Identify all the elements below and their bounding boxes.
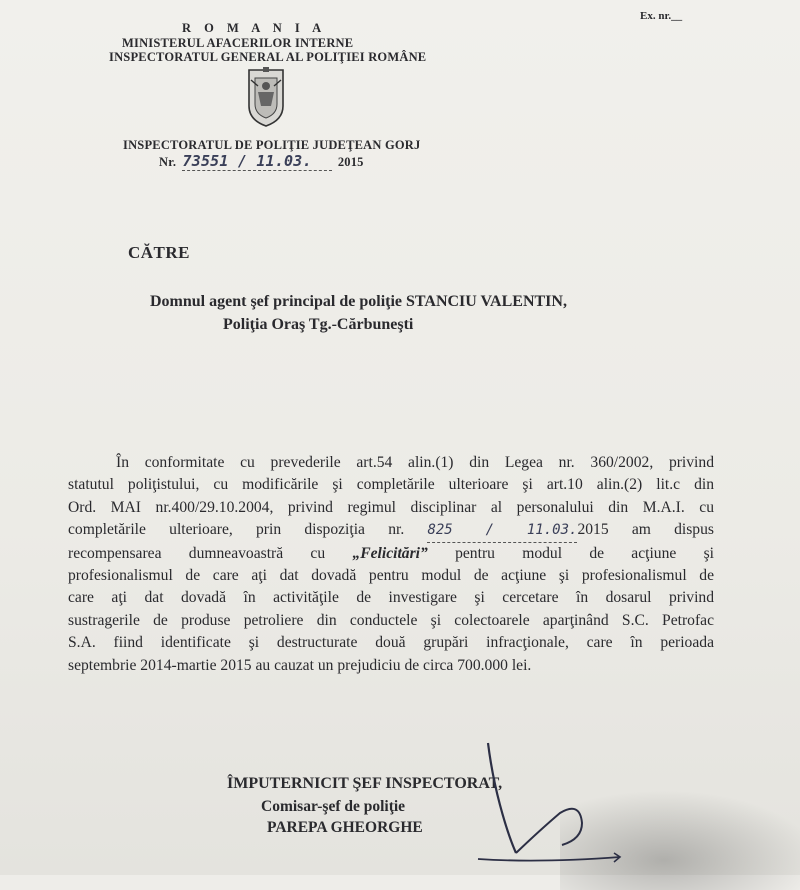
nr-year: 2015	[337, 155, 364, 169]
header-inspectorate-general: INSPECTORATUL GENERAL AL POLIŢIEI ROMÂNE	[109, 50, 427, 64]
disposition-field	[427, 519, 577, 542]
header-ministry: MINISTERUL AFACERILOR INTERNE	[122, 36, 354, 50]
copy-number: Ex. nr.__	[640, 10, 683, 22]
disposition-text: completările ulterioare, prin dispoziţia nr.	[68, 521, 405, 539]
body-line: sustragerile de produse petroliere din conductele şi colectoarele aparţinând S.C. Petrofac	[68, 611, 714, 629]
registration-number	[159, 152, 364, 171]
nr-label: Nr.	[159, 155, 177, 169]
nr-field	[182, 152, 332, 171]
recipient-line-2: Poliţia Oraş Tg.-Cărbuneşti	[223, 316, 414, 333]
nr-handwritten: 73551 / 11.03.	[182, 152, 312, 170]
body-line: Ord. MAI nr.400/29.10.2004, privind regimul disciplinar al personalului din M.A.I. cu	[68, 498, 714, 516]
header-country: R O M A N I A	[182, 21, 327, 35]
body-line: S.A. fiind identificate şi destructurate două grupări infracţionale, care în perioada	[68, 634, 714, 652]
body-line: statutul poliţistului, cu modificările şi completările ulterioare şi art.10 alin.(2) lit.c din	[68, 476, 714, 494]
coat-of-arms-icon	[245, 66, 287, 128]
signature-title: ÎMPUTERNICIT ŞEF INSPECTORAT,	[227, 775, 503, 792]
signature-rank: Comisar-şef de poliţie	[261, 798, 406, 815]
recipient-line-1: Domnul agent şef principal de poliţie STANCIU VALENTIN,	[150, 293, 567, 310]
signature-name: PAREPA GHEORGHE	[267, 819, 423, 836]
body-line-disposition	[68, 519, 714, 542]
disposition-handwritten: 825 / 11.03.	[427, 522, 578, 539]
award-text-end: pentru modul de acţiune şi	[455, 544, 714, 562]
award-felicitari: „Felicitări”	[352, 544, 428, 562]
body-line: În conformitate cu prevederile art.54 alin.(1) din Legea nr. 360/2002, privind	[116, 454, 714, 471]
handwritten-signature-icon	[470, 735, 640, 870]
header-county-inspectorate: INSPECTORATUL DE POLIŢIE JUDEŢEAN GORJ	[123, 138, 421, 152]
award-text: recompensarea dumneavoastră cu	[68, 544, 326, 562]
letter-body	[68, 452, 714, 677]
body-line: profesionalismul de care aţi dat dovadă pentru modul de acţiune şi profesionalismul de	[68, 567, 714, 585]
body-line-award	[68, 543, 714, 565]
to-label: CĂTRE	[128, 243, 191, 262]
body-line: care aţi dat dovadă în activităţile de investigare şi cercetare în dosarul privind	[68, 589, 714, 607]
disposition-year-text: 2015 am dispus	[577, 521, 714, 539]
body-line: septembrie 2014-martie 2015 au cauzat un prejudiciu de circa 700.000 lei.	[68, 656, 532, 674]
